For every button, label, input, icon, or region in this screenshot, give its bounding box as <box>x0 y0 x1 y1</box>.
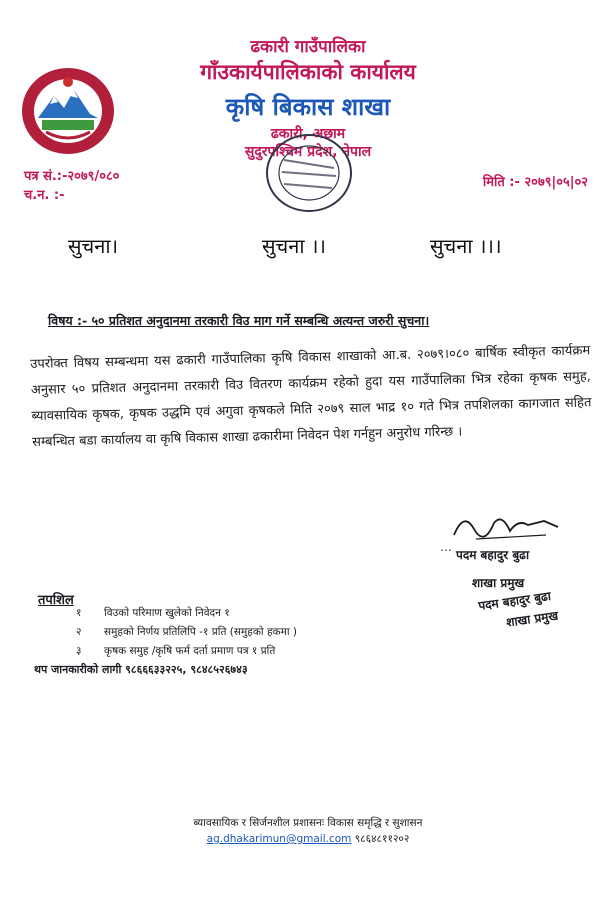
subject-line: विषय :- ५० प्रतिशत अनुदानमा तरकारी विउ माग गर्ने सम्बन्धि अत्यन्त जरुरी सुचना। <box>48 313 430 328</box>
list-item <box>76 604 416 623</box>
footer-slogan: ब्यावसायिक र सिर्जनशील प्रशासनः विकास समृद्धि र सुशासन <box>193 817 423 829</box>
list-item-number: २ <box>76 626 82 638</box>
contact-numbers: थप जानकारीको लागी ९८६६६३३२२५, ९८४८५२६७४३ <box>34 663 248 676</box>
reference-number: पत्र सं.:-२०७९/०८० <box>24 169 120 184</box>
list-item-number: ३ <box>76 645 82 657</box>
signer-title: शाखा प्रमुख <box>472 576 525 590</box>
email-link[interactable]: ag.dhakarimun@gmail.com <box>206 833 352 845</box>
list-item-number: १ <box>76 607 82 619</box>
branch-name: कृषि बिकास शाखा <box>225 93 391 121</box>
signer-name: पदम बहादुर बुढा <box>456 548 530 562</box>
signature-dots: … <box>440 540 452 554</box>
stamp-signer-title: शाखा प्रमुख <box>505 608 559 630</box>
annex-title: तपशिल <box>38 593 74 608</box>
village-address: ढकारी, अछाम <box>270 126 346 142</box>
list-item-text: विउको परिमाण खुलेको निवेदन १ <box>104 607 230 619</box>
list-item <box>76 623 416 642</box>
list-item <box>76 642 416 661</box>
office-name: गाँउकार्यपालिकाको कार्यालय <box>200 60 416 84</box>
notice-heading-3: सुचना ।।। <box>430 234 502 258</box>
notice-heading-1: सुचना। <box>68 234 119 258</box>
list-item-text: समुहको निर्णय प्रतिलिपि -१ प्रति (समुहको हकमा ) <box>104 626 298 638</box>
footer-phone: ९८६४८११२०२ <box>354 833 410 845</box>
province-address: सुदुरपश्चिम प्रदेश, नेपाल <box>244 144 372 160</box>
list-item-text: कृषक समुह /कृषि फर्म दर्ता प्रमाण पत्र १ प्रति <box>104 645 276 657</box>
dispatch-number: च.न. :- <box>24 188 65 203</box>
org-name: ढकारी गाउँपालिका <box>250 37 366 57</box>
body-paragraph: उपरोक्त विषय सम्बन्धमा यस ढकारी गाउँपालिका कृषि विकास शाखाको आ.ब. २०७९।०८० बार्षिक स्वीकृत कार्यक्रम अनुसार ५० प्रतिशत अनुदानमा तरकारी विउ वितरण कार्यक्रम रहेको हुदा यस गाउँपालिका भित्र रहेका कृषक समुह, ब्यावसायिक कृषक, कृषक उद्धमि एवं अगुवा कृषकले मिति २०७९ साल भाद्र १० गते भित्र तपशिलका कागजात सहित सम्बन्धित बडा कार्यालय वा कृषि विकास शाखा ढकारीमा निवेदन पेश गर्नहुन अनुरोध गरिन्छ । <box>30 343 592 450</box>
stamp-signer-name: पदम बहादुर बुढा <box>477 588 552 614</box>
letter-date: मिति :- २०७९|०५|०२ <box>482 175 588 190</box>
handwritten-signature <box>446 505 566 547</box>
footer-contact <box>0 832 616 846</box>
office-seal-icon <box>262 130 356 216</box>
notice-heading-2: सुचना ।। <box>262 234 327 258</box>
annex-list <box>76 604 416 661</box>
